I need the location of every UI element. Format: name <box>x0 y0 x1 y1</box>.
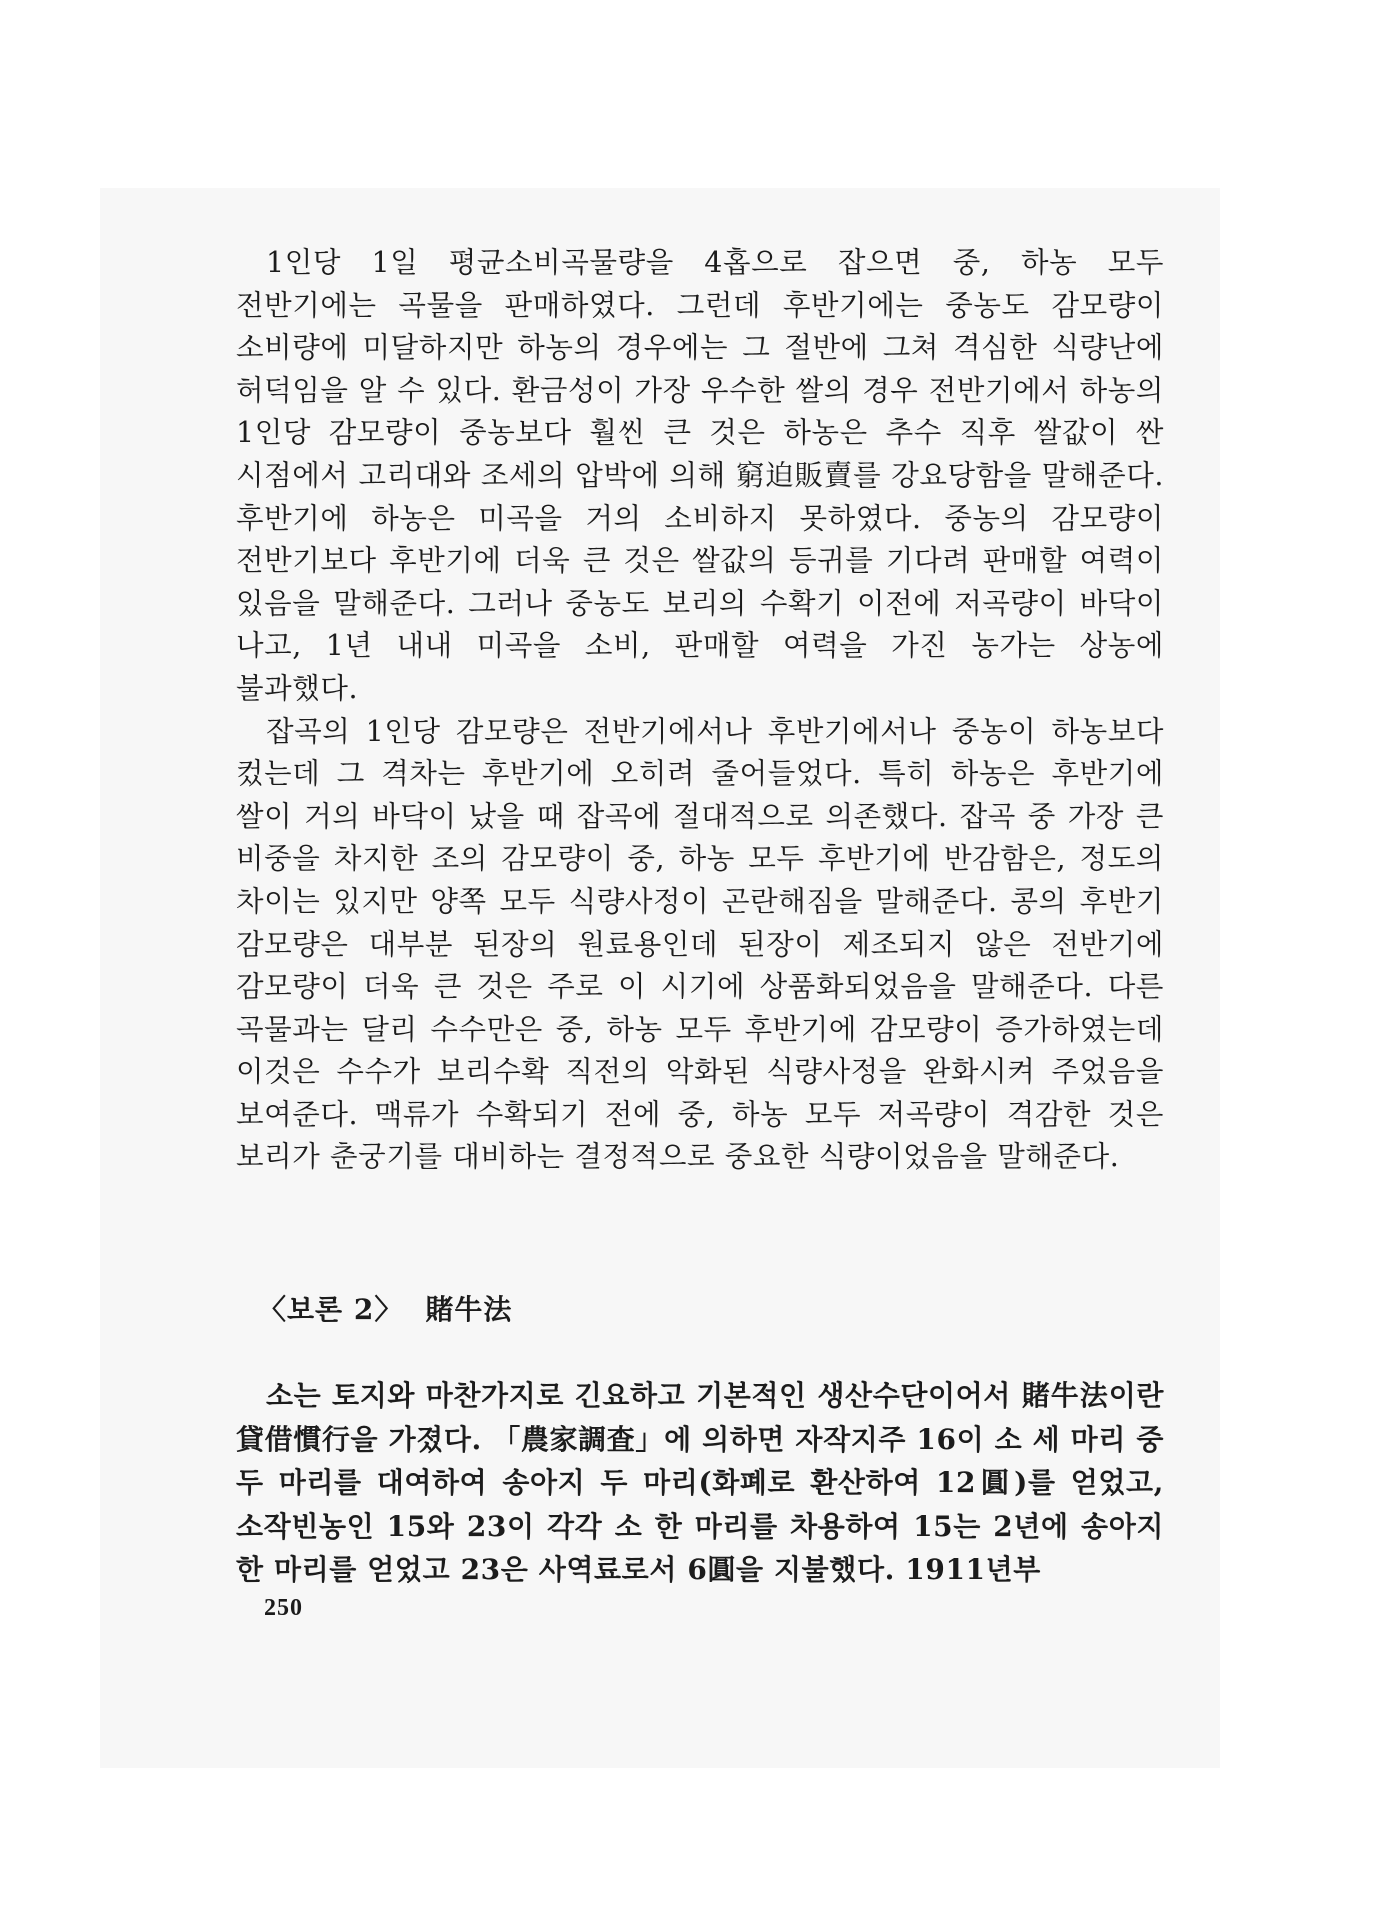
section-label: 〈보론 2〉 <box>258 1293 404 1326</box>
page-number: 250 <box>264 1595 303 1621</box>
section-text <box>236 1374 1164 1592</box>
paragraph-2: 잡곡의 1인당 감모량은 전반기에서나 후반기에서나 중농이 하농보다 컸는데 그 격차는 후반기에 오히려 줄어들었다. 특히 하농은 후반기에 쌀이 거의 바닥이 났을 때 잡곡에 절대적으로 의존했다. 잡곡 중 가장 큰 비중을 차지한 조의 감모량이 중, 하농 모두 후반기에 반감함은, 정도의 차이는 있지만 양쪽 모두 식량사정이 곤란해짐을 말해준다. 콩의 후반기 감모량은 대부분 된장의 원료용인데 된장이 제조되지 않은 전반기에 감모량이 더욱 큰 것은 주로 이 시기에 상품화되었음을 말해준다. 다른 곡물과는 달리 수수만은 중, 하농 모두 후반기에 감모량이 증가하였는데 이것은 수수가 보리수확 직전의 악화된 식량사정을 완화시켜 주었음을 보여준다. 맥류가 수확되기 전에 중, 하농 모두 저곡량이 격감한 것은 보리가 춘궁기를 대비하는 결정적으로 중요한 식량이었음을 말해준다. <box>236 714 1164 1174</box>
main-text <box>236 242 1164 1179</box>
section-heading <box>258 1290 512 1330</box>
paragraph-1: 1인당 1일 평균소비곡물량을 4홉으로 잡으면 중, 하농 모두 전반기에는 곡물을 판매하였다. 그런데 후반기에는 중농도 감모량이 소비량에 미달하지만 하농의 경우에는 그 절반에 그쳐 격심한 식량난에 허덕임을 알 수 있다. 환금성이 가장 우수한 쌀의 경우 전반기에서 하농의 1인당 감모량이 중농보다 훨씬 큰 것은 하농은 추수 직후 쌀값이 싼 시점에서 고리대와 조세의 압박에 의해 窮迫販賣를 강요당함을 말해준다. 후반기에 하농은 미곡을 거의 소비하지 못하였다. 중농의 감모량이 전반기보다 후반기에 더욱 큰 것은 쌀값의 등귀를 기다려 판매할 여력이 있음을 말해준다. 그러나 중농도 보리의 수확기 이전에 저곡량이 바닥이 나고, 1년 내내 미곡을 소비, 판매할 여력을 가진 농가는 상농에 불과했다. <box>236 246 1164 705</box>
section-title: 賭牛法 <box>425 1293 513 1326</box>
section-paragraph: 소는 토지와 마찬가지로 긴요하고 기본적인 생산수단이어서 賭牛法이란 貸借慣行을 가졌다. 「農家調査」에 의하면 자작지주 16이 소 세 마리 중 두 마리를 대여하여 송아지 두 마리(화폐로 환산하여 12圓)를 얻었고, 소작빈농인 15와 23이 각각 소 한 마리를 차용하여 15는 2년에 송아지 한 마리를 얻었고 23은 사역료로서 6圓을 지불했다. 1911년부 <box>236 1379 1164 1586</box>
